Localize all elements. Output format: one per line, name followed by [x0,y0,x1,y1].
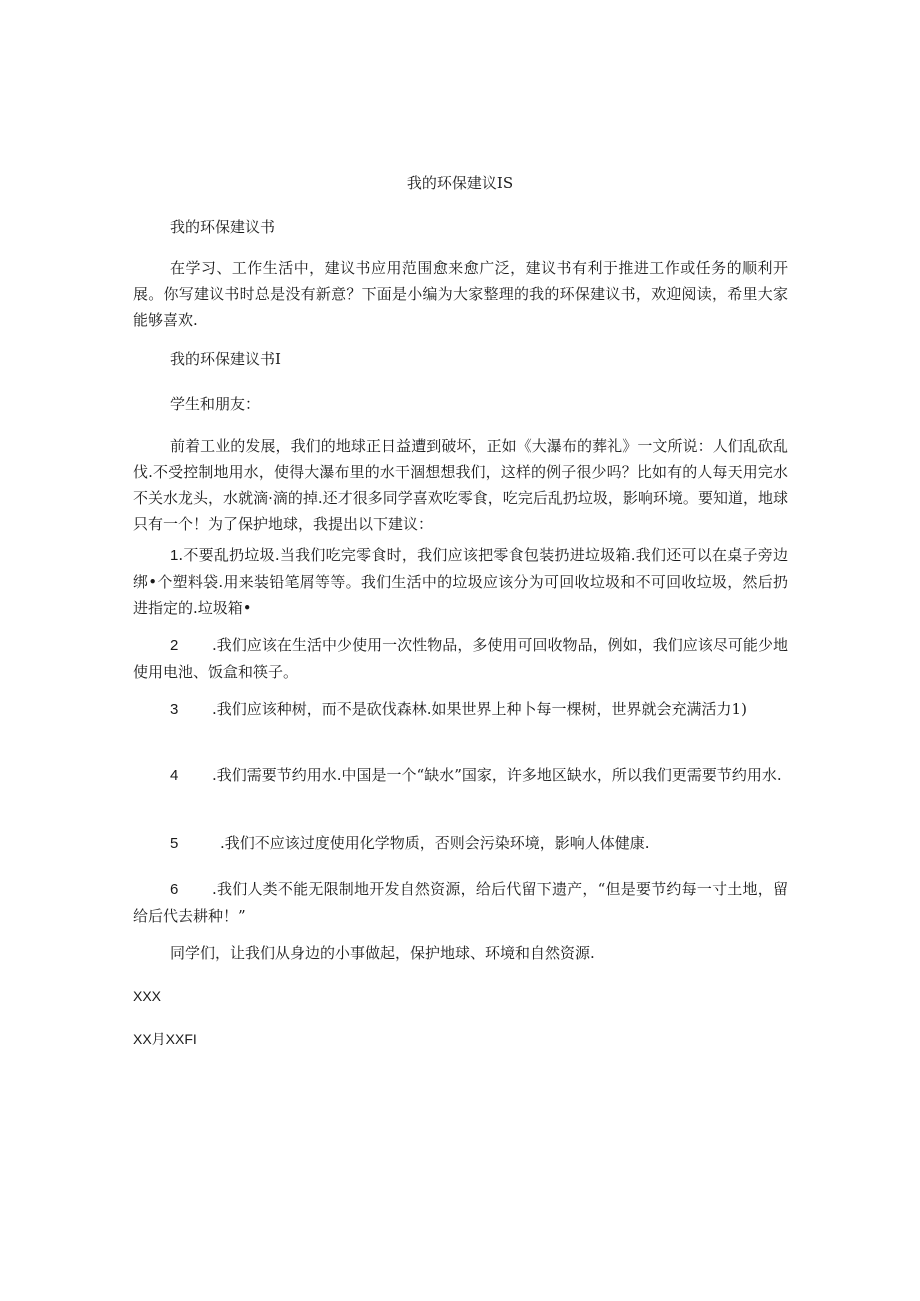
suggestion-item-5 [133,830,788,857]
document-subtitle: 我的环保建议书 [170,218,276,236]
suggestion-number: 3 [170,701,179,718]
suggestion-item-6 [133,876,788,929]
section-heading: 我的环保建议书I [170,350,281,368]
suggestion-item-3 [133,696,788,723]
body-paragraph-1: 前着工业的发展，我们的地球正日益遭到破坏，正如《大瀑布的葬礼》一文所说：人们乱砍乱伐.不受控制地用水，使得大瀑布里的水干涸想想我们，这样的例子很少吗？比如有的人每天用完水不关水龙头，水就滴·滴的掉.还才很多同学喜欢吃零食，吃完后乱扔垃圾，影响环境。要知道，地球只有一个！为了保护地球，我提出以下建议： [133,437,788,533]
date: XX月XXFI [133,1031,197,1047]
suggestion-item-1 [133,542,788,621]
signature: XXX [133,988,162,1004]
suggestion-text: .我们需要节约用水.中国是一个“缺水”国家，许多地区缺水，所以我们更需要节约用水. [212,766,782,784]
suggestion-number: 1 [170,547,179,564]
suggestion-text: .我们不应该过度使用化学物质，否则会污染环境，影响人体健康. [220,834,650,852]
intro-paragraph: 在学习、工作生活中，建议书应用范围愈来愈广泛，建议书有利于推进工作或任务的顺利开展。你写建议书时总是没有新意？下面是小编为大家整理的我的环保建议书，欢迎阅读，希里大家能够喜欢. [133,259,788,329]
suggestion-text: .不要乱扔垃圾.当我们吃完零食时，我们应该把零食包装扔进垃圾箱.我们还可以在桌子旁边绑•个塑料袋.用来装铅笔屑等等。我们生活中的垃圾应该分为可回收垃圾和不可回收垃圾，然后扔进指定的.垃圾箱• [133,546,788,617]
suggestion-item-2 [133,632,788,685]
closing-paragraph: 同学们，让我们从身边的小事做起，保护地球、环境和自然资源. [170,944,595,962]
document-title: 我的环保建议IS [406,174,514,192]
suggestion-text: .我们人类不能无限制地开发自然资源，给后代留下遗产，“但是要节约每一寸土地，留给后代去耕种！” [133,880,788,925]
suggestion-item-4 [133,762,788,789]
suggestion-text: .我们应该在生活中少使用一次性物品，多使用可回收物品，例如，我们应该尽可能少地使用电池、饭盒和筷子。 [133,636,788,681]
suggestion-number: 5 [170,835,179,852]
suggestion-number: 2 [170,637,179,654]
suggestion-text: .我们应该种树，而不是砍伐森林.如果世界上种卜每一棵树，世界就会充满活力1) [212,700,747,718]
suggestion-number: 4 [170,767,179,784]
suggestion-number: 6 [170,881,179,898]
salutation: 学生和朋友： [170,395,261,413]
